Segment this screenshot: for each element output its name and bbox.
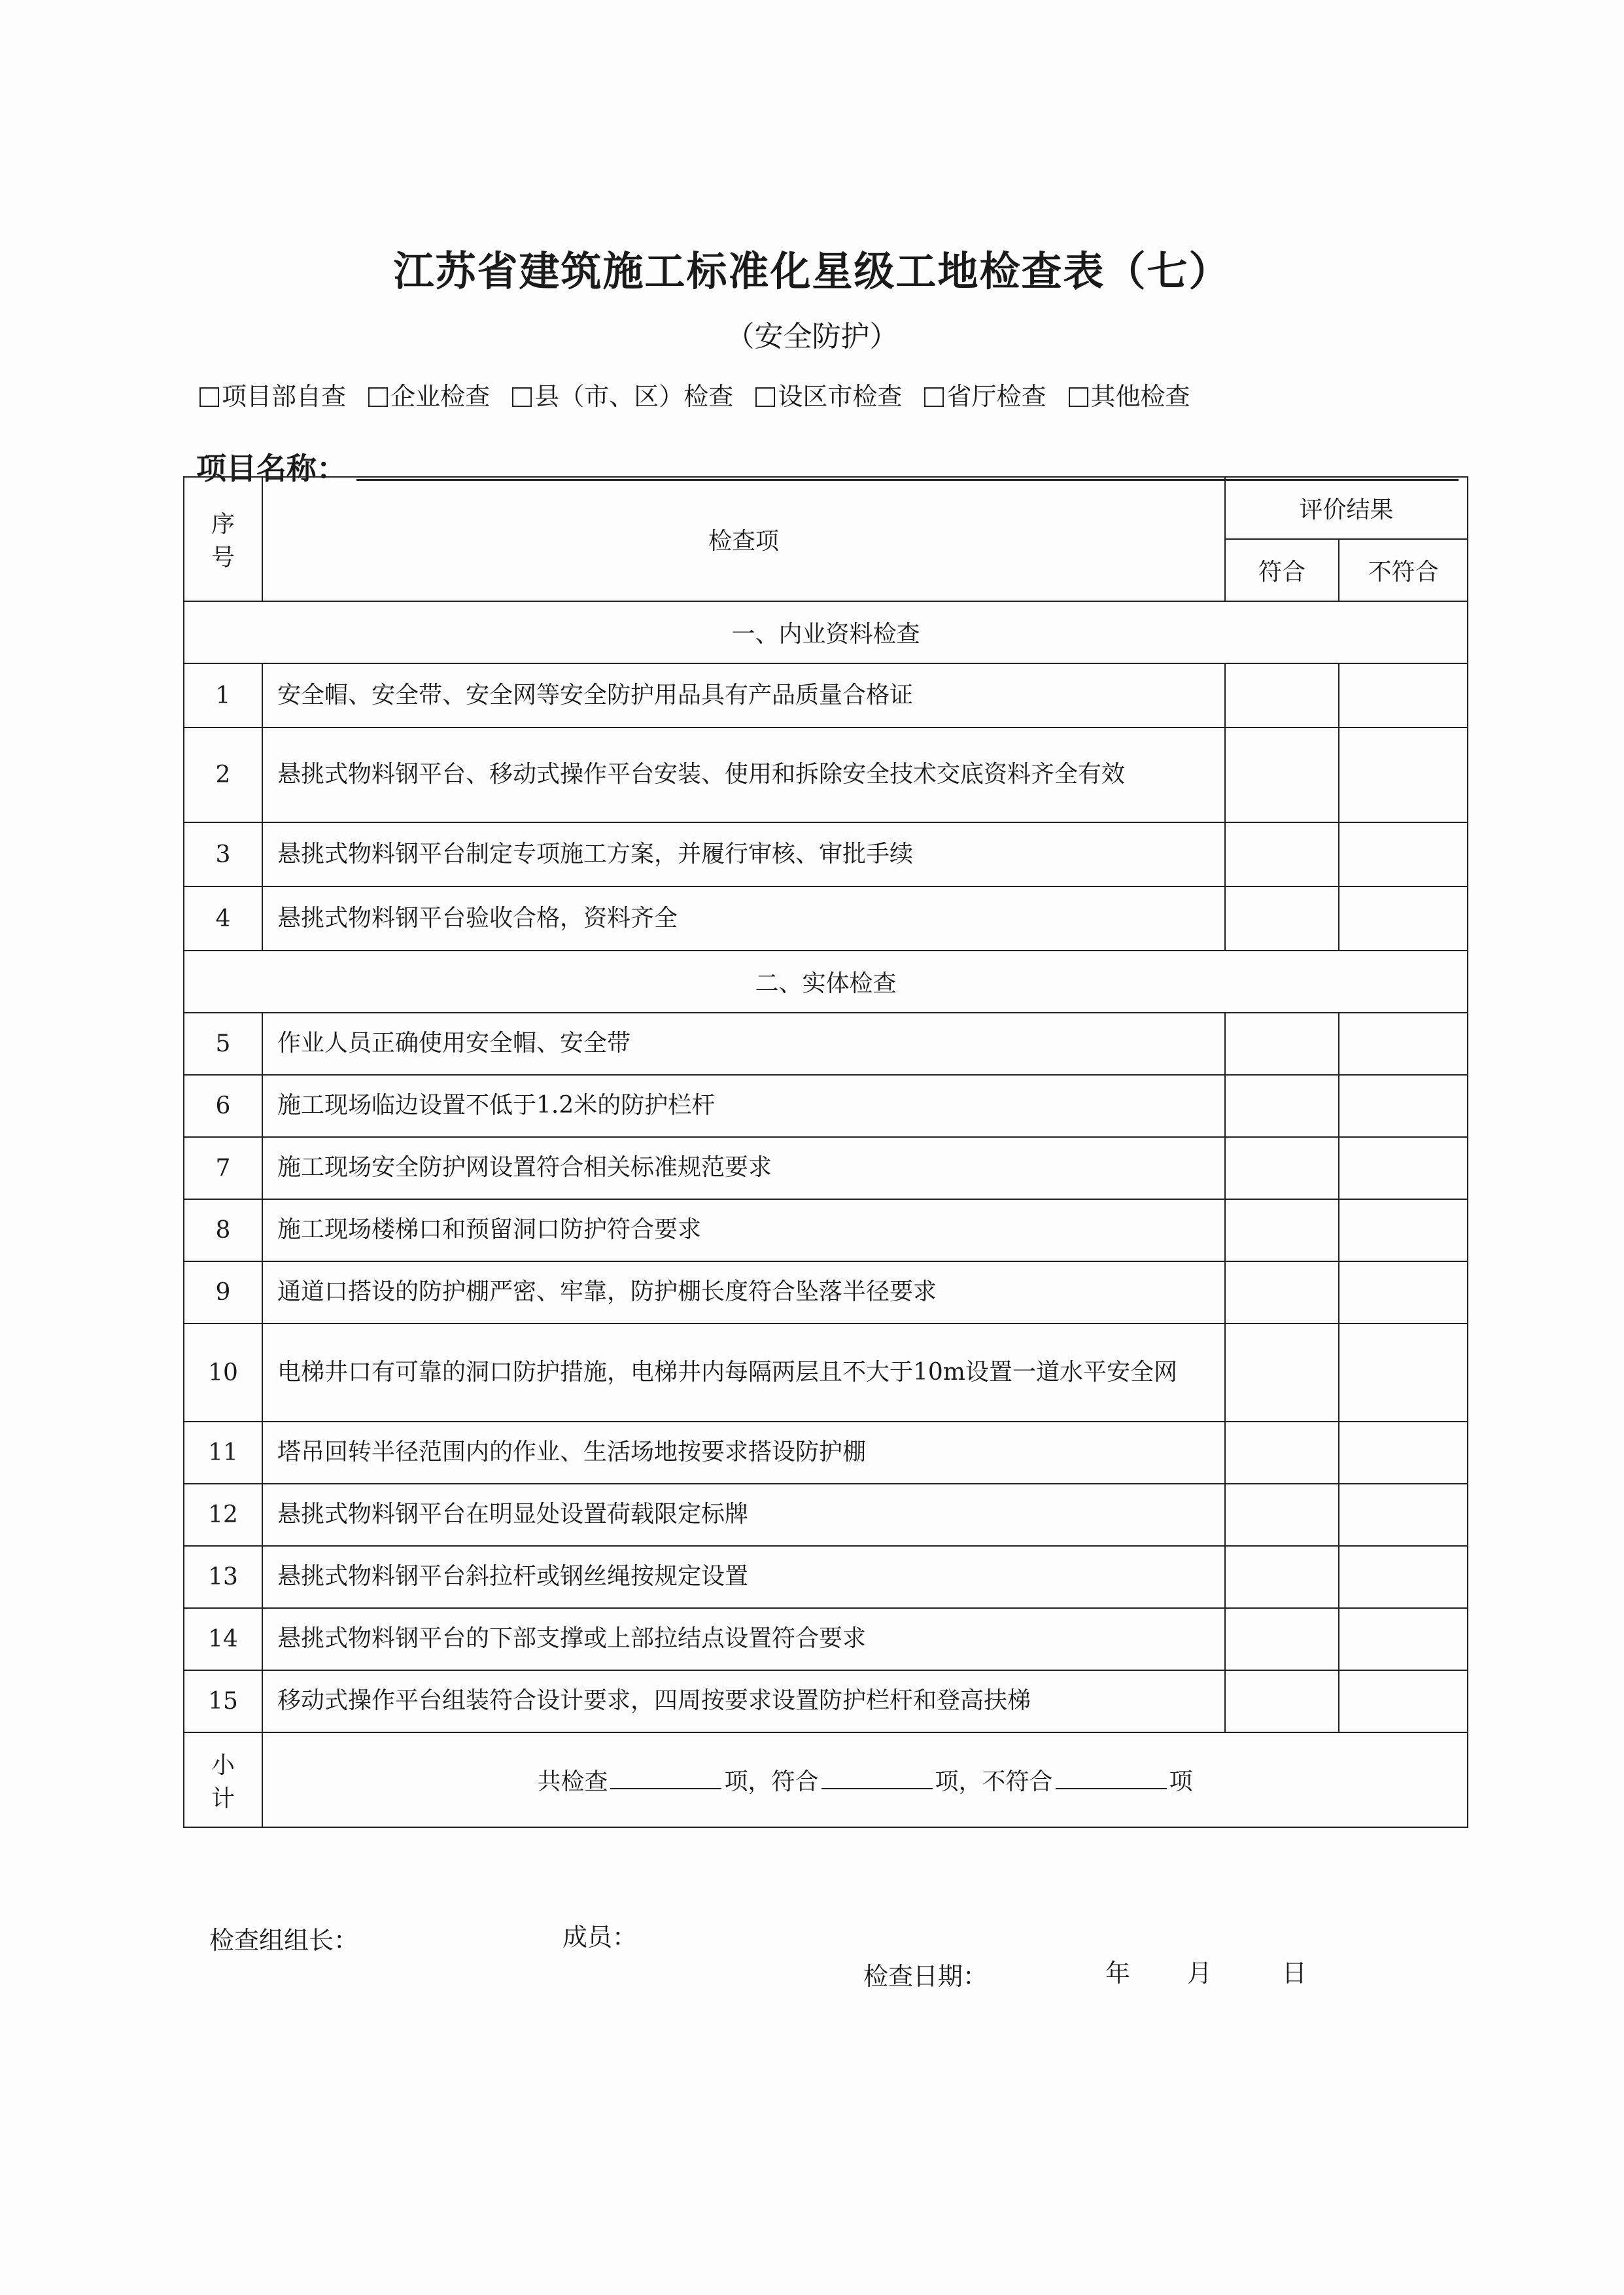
row-item-text: 悬挑式物料钢平台验收合格，资料齐全 <box>262 886 1225 951</box>
row-item-text: 悬挑式物料钢平台制定专项施工方案，并履行审核、审批手续 <box>262 822 1225 886</box>
date-label: 检查日期： <box>863 1962 988 1991</box>
table-row <box>184 1013 1468 1075</box>
conform-cell[interactable] <box>1225 1075 1339 1137</box>
nonconform-cell[interactable] <box>1339 1484 1468 1546</box>
header-item: 检查项 <box>262 477 1225 601</box>
nonconform-cell[interactable] <box>1339 822 1468 886</box>
table-row <box>184 1137 1468 1199</box>
nonconform-cell[interactable] <box>1339 1323 1468 1422</box>
nonconform-cell[interactable] <box>1339 663 1468 727</box>
check-type-options <box>199 376 1205 412</box>
checkbox-icon[interactable] <box>368 387 388 407</box>
row-number: 1 <box>184 663 262 727</box>
row-item-text: 悬挑式物料钢平台斜拉杆或钢丝绳按规定设置 <box>262 1546 1225 1608</box>
table-row <box>184 886 1468 951</box>
nonconform-cell[interactable] <box>1339 1075 1468 1137</box>
conform-cell[interactable] <box>1225 1608 1339 1670</box>
checkbox-icon[interactable] <box>755 387 775 407</box>
row-number: 5 <box>184 1013 262 1075</box>
leader-label: 检查组组长： <box>209 1926 359 1955</box>
nonconform-cell[interactable] <box>1339 1261 1468 1323</box>
inspection-table <box>183 476 1468 1828</box>
nonconform-cell[interactable] <box>1339 1199 1468 1261</box>
nonconform-cell[interactable] <box>1339 886 1468 951</box>
table-row <box>184 822 1468 886</box>
section-document-check: 一、内业资料检查 <box>184 601 1468 663</box>
checkbox-icon[interactable] <box>1069 387 1088 407</box>
conform-cell[interactable] <box>1225 1199 1339 1261</box>
subtotal-summary: 共检查 项，符合 项，不符合 项 <box>262 1732 1468 1827</box>
nonconform-cell[interactable] <box>1339 727 1468 822</box>
nonconform-cell[interactable] <box>1339 1670 1468 1732</box>
conform-cell[interactable] <box>1225 727 1339 822</box>
table-row <box>184 1199 1468 1261</box>
row-item-text: 悬挑式物料钢平台在明显处设置荷载限定标牌 <box>262 1484 1225 1546</box>
nonconform-cell[interactable] <box>1339 1608 1468 1670</box>
subtotal-label: 小 计 <box>184 1732 262 1827</box>
conform-cell[interactable] <box>1225 1323 1339 1422</box>
conform-cell[interactable] <box>1225 1484 1339 1546</box>
row-item-text: 塔吊回转半径范围内的作业、生活场地按要求搭设防护棚 <box>262 1422 1225 1484</box>
conform-cell[interactable] <box>1225 1546 1339 1608</box>
option-other-check[interactable]: 其他检查 <box>1069 382 1190 411</box>
row-number: 4 <box>184 886 262 951</box>
table-row <box>184 1484 1468 1546</box>
page-subtitle: （安全防护） <box>725 320 899 353</box>
header-no: 序 号 <box>184 477 262 601</box>
row-number: 3 <box>184 822 262 886</box>
header-result: 评价结果 <box>1225 477 1468 539</box>
row-item-text: 悬挑式物料钢平台的下部支撑或上部拉结点设置符合要求 <box>262 1608 1225 1670</box>
page-title: 江苏省建筑施工标准化星级工地检查表（七） <box>393 247 1231 295</box>
conform-cell[interactable] <box>1225 886 1339 951</box>
table-row <box>184 1670 1468 1732</box>
table-row <box>184 1323 1468 1422</box>
row-item-text: 通道口搭设的防护棚严密、牢靠，防护棚长度符合坠落半径要求 <box>262 1261 1225 1323</box>
table-row <box>184 1608 1468 1670</box>
conform-cell[interactable] <box>1225 1670 1339 1732</box>
row-number: 2 <box>184 727 262 822</box>
row-number: 6 <box>184 1075 262 1137</box>
row-number: 11 <box>184 1422 262 1484</box>
row-number: 7 <box>184 1137 262 1199</box>
date-year: 年 <box>1105 1959 1131 1988</box>
conform-count-field[interactable] <box>821 1788 933 1789</box>
nonconform-count-field[interactable] <box>1056 1788 1167 1789</box>
section-physical-check: 二、实体检查 <box>184 951 1468 1013</box>
checkbox-icon[interactable] <box>512 387 532 407</box>
conform-cell[interactable] <box>1225 1422 1339 1484</box>
row-number: 13 <box>184 1546 262 1608</box>
nonconform-cell[interactable] <box>1339 1013 1468 1075</box>
header-nonconform: 不符合 <box>1339 539 1468 601</box>
table-row <box>184 1546 1468 1608</box>
row-item-text: 施工现场临边设置不低于1.2米的防护栏杆 <box>262 1075 1225 1137</box>
conform-cell[interactable] <box>1225 822 1339 886</box>
row-item-text: 电梯井口有可靠的洞口防护措施，电梯井内每隔两层且不大于10m设置一道水平安全网 <box>262 1323 1225 1422</box>
row-item-text: 安全帽、安全带、安全网等安全防护用品具有产品质量合格证 <box>262 663 1225 727</box>
row-item-text: 施工现场安全防护网设置符合相关标准规范要求 <box>262 1137 1225 1199</box>
project-name-label: 项目名称： <box>196 451 347 486</box>
option-province-check[interactable]: 省厅检查 <box>924 382 1046 411</box>
row-item-text: 作业人员正确使用安全帽、安全带 <box>262 1013 1225 1075</box>
row-number: 9 <box>184 1261 262 1323</box>
header-conform: 符合 <box>1225 539 1339 601</box>
row-item-text: 移动式操作平台组装符合设计要求，四周按要求设置防护栏杆和登高扶梯 <box>262 1670 1225 1732</box>
conform-cell[interactable] <box>1225 1013 1339 1075</box>
conform-cell[interactable] <box>1225 1261 1339 1323</box>
nonconform-cell[interactable] <box>1339 1546 1468 1608</box>
option-self-check[interactable]: 项目部自查 <box>199 382 346 411</box>
row-item-text: 施工现场楼梯口和预留洞口防护符合要求 <box>262 1199 1225 1261</box>
row-number: 12 <box>184 1484 262 1546</box>
members-label: 成员： <box>562 1923 638 1952</box>
option-city-check[interactable]: 设区市检查 <box>755 382 902 411</box>
date-day: 日 <box>1282 1959 1307 1988</box>
table-row <box>184 727 1468 822</box>
checkbox-icon[interactable] <box>199 387 219 407</box>
total-count-field[interactable] <box>610 1788 721 1789</box>
option-county-check[interactable]: 县（市、区）检查 <box>512 382 733 411</box>
nonconform-cell[interactable] <box>1339 1422 1468 1484</box>
table-row <box>184 1075 1468 1137</box>
conform-cell[interactable] <box>1225 1137 1339 1199</box>
nonconform-cell[interactable] <box>1339 1137 1468 1199</box>
row-number: 15 <box>184 1670 262 1732</box>
row-item-text: 悬挑式物料钢平台、移动式操作平台安装、使用和拆除安全技术交底资料齐全有效 <box>262 727 1225 822</box>
row-number: 10 <box>184 1323 262 1422</box>
row-number: 8 <box>184 1199 262 1261</box>
conform-cell[interactable] <box>1225 663 1339 727</box>
option-company-check[interactable]: 企业检查 <box>368 382 490 411</box>
checkbox-icon[interactable] <box>924 387 944 407</box>
subtotal-row <box>184 1732 1468 1827</box>
row-number: 14 <box>184 1608 262 1670</box>
table-row <box>184 1261 1468 1323</box>
date-month: 月 <box>1187 1959 1213 1988</box>
table-row <box>184 663 1468 727</box>
table-row <box>184 1422 1468 1484</box>
